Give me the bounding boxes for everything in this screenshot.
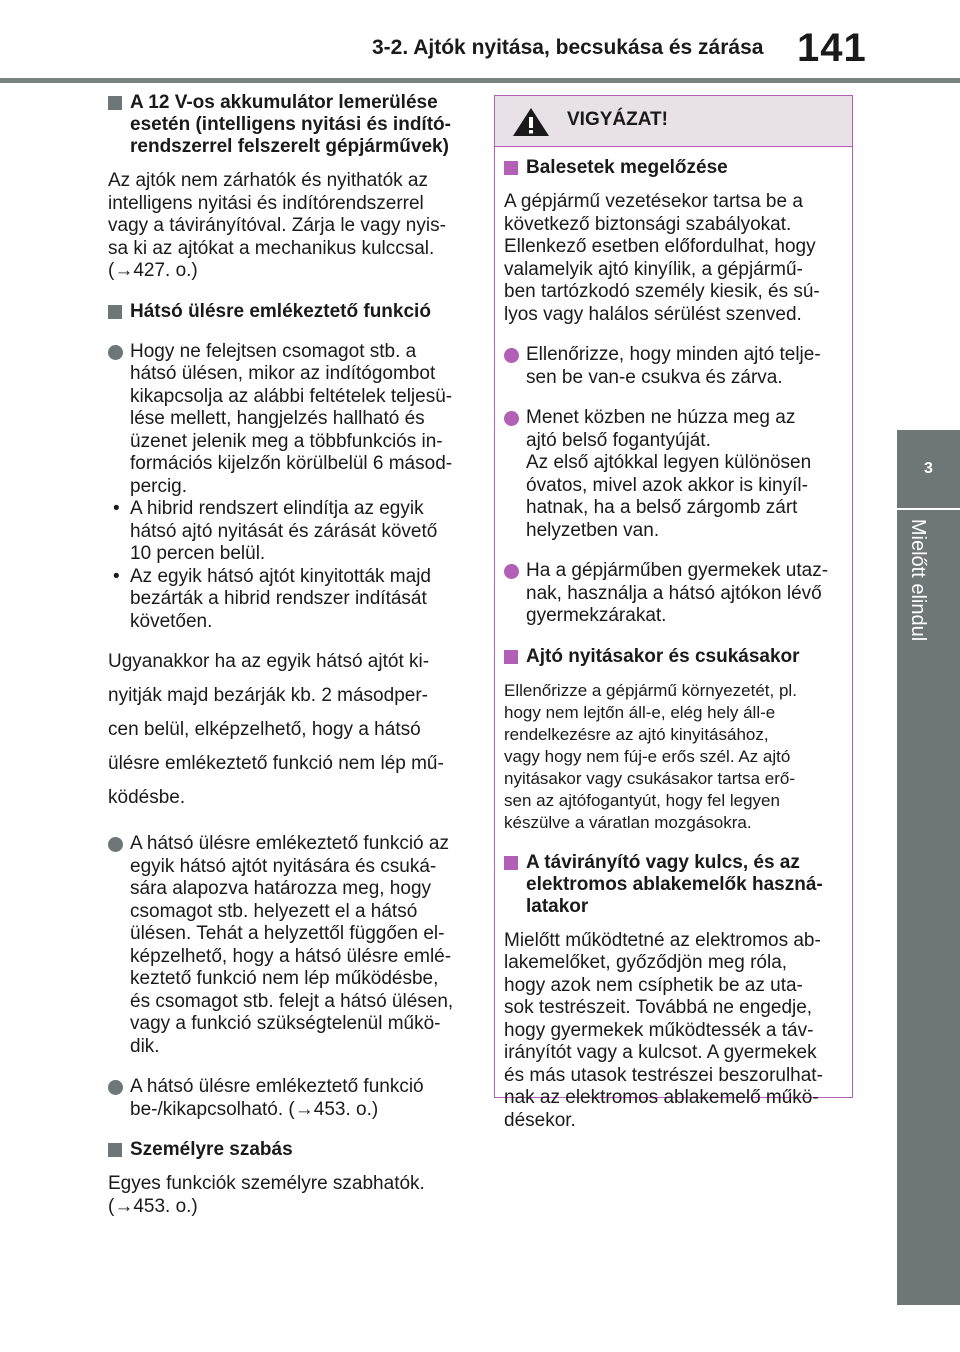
heading-power-windows xyxy=(504,852,844,918)
text-line: bezárták a hibrid rendszer indítását xyxy=(130,588,427,609)
text-line: ülésre emlékeztető funkció nem lép mű- xyxy=(108,753,444,774)
text-line: percig. xyxy=(130,475,188,497)
chapter-number-tab: 3 xyxy=(897,430,960,508)
text-line: keztető funkció nem lép működésbe, xyxy=(130,968,439,989)
text-line: hogy nem lejtőn áll-e, elég hely áll-e xyxy=(504,702,776,722)
text-line: üzenet jelenik meg a többfunkciós in- xyxy=(130,430,443,452)
text-line: ködésbe. xyxy=(108,787,186,808)
text-line: irányítót vagy a kulcsot. A gyermekek xyxy=(504,1042,817,1063)
heading-text: Ajtó nyitásakor és csukásakor xyxy=(526,645,800,667)
text-line: nyitják majd bezárják kb. 2 másodper- xyxy=(108,685,428,706)
text-line: A hátsó ülésre emlékeztető funkció az xyxy=(130,833,449,854)
square-bullet-icon xyxy=(504,856,518,870)
text-line: hogy azok nem csíphetik be az uta- xyxy=(504,974,803,996)
round-bullet-icon xyxy=(108,345,123,360)
text-line: nak, használja a hátsó ajtókon lévő xyxy=(526,582,822,604)
text-line: vagy a funkció szükségtelenül műkö- xyxy=(130,1013,441,1034)
text-line: Az első ajtókkal legyen különösen xyxy=(526,452,812,473)
text-line: latakor xyxy=(526,895,589,917)
sub-bullet-1 xyxy=(108,498,468,566)
warning-header xyxy=(495,96,852,147)
text-line: készülve a váratlan mozgásokra. xyxy=(504,812,752,832)
text-line: hátsó ajtó nyitását és zárását követő xyxy=(130,520,438,542)
header-rule xyxy=(0,78,960,83)
bullet-inner-handle xyxy=(504,407,844,542)
bullet-child-locks xyxy=(504,560,844,628)
paragraph-opening-closing xyxy=(504,680,844,834)
text-line: Az egyik hátsó ajtót kinyitották majd xyxy=(130,565,431,587)
heading-accident-prevention xyxy=(504,157,844,179)
text-line: hatnak, ha a belső zárgomb zárt xyxy=(526,497,798,518)
text-line: nak az elektromos ablakemelő műkö- xyxy=(504,1087,819,1108)
text-line: Egyes funkciók személyre szabhatók. xyxy=(108,1173,425,1194)
text-line: valamelyik ajtó kinyílik, a gépjármű- xyxy=(504,258,803,280)
text-line: vagy a távirányítóval. Zárja le vagy nyis- xyxy=(108,215,446,236)
text-line: A 12 V-os akkumulátor lemerülése xyxy=(130,92,438,113)
text-line: ajtó belső fogantyúját. xyxy=(526,429,711,451)
text-line: cen belül, elképzelhető, hogy a hátsó xyxy=(108,719,421,740)
warning-triangle-icon xyxy=(511,106,551,138)
text-line: ülésen. Tehát a helyzettől függően el- xyxy=(130,923,445,944)
text-line: lakemelőket, győződjön meg róla, xyxy=(504,952,788,973)
text-line: hátsó ülésen, mikor az indítógombot xyxy=(130,363,436,384)
heading-text: Balesetek megelőzése xyxy=(526,157,728,178)
section-title: 3-2. Ajtók nyitása, becsukása és zárása xyxy=(372,36,764,59)
text-line: vagy hogy nem fúj-e erős szél. Az ajtó xyxy=(504,746,791,766)
text-line: sára alapozva határozza meg, hogy xyxy=(130,878,432,899)
square-bullet-icon xyxy=(108,1143,122,1157)
square-bullet-icon xyxy=(108,96,122,110)
heading-opening-closing xyxy=(504,646,844,668)
heading-customization xyxy=(108,1139,468,1161)
text-line: Ellenkező esetben előfordulhat, hogy xyxy=(504,236,816,257)
text-line: egyik hátsó ajtót nyitására és csuká- xyxy=(130,855,437,877)
page-number: 141 xyxy=(797,26,867,70)
paragraph-power-windows xyxy=(504,930,844,1133)
bullet-reminder-intro xyxy=(108,341,468,499)
text-line: csomagot stb. helyezett el a hátsó xyxy=(130,900,418,922)
text-line: A hátsó ülésre emlékeztető funkció xyxy=(130,1076,424,1097)
text-line: Ugyanakkor ha az egyik hátsó ajtót ki- xyxy=(108,651,430,672)
text-line: Ellenőrizze, hogy minden ajtó telje- xyxy=(526,344,821,365)
text-line: esetén (intelligens nyitási és indító- xyxy=(130,114,451,135)
heading-text: Személyre szabás xyxy=(130,1139,293,1160)
main-column xyxy=(108,92,468,1218)
text-line: Ha a gépjárműben gyermekek utaz- xyxy=(526,560,829,581)
text-line: képzelhető, hogy a hátsó ülésre emlé- xyxy=(130,945,452,967)
text-line: és más utasok testrészei beszorulhat- xyxy=(504,1064,823,1086)
text-line: és csomagot stb. felejt a hátsó ülésen, xyxy=(130,990,454,1012)
paragraph-accident xyxy=(504,191,844,326)
text-line: (→453. o.) xyxy=(108,1195,198,1217)
text-line: elektromos ablakemelők haszná- xyxy=(526,873,823,895)
square-bullet-icon xyxy=(504,161,518,175)
text-line: A gépjármű vezetésekor tartsa be a xyxy=(504,191,803,212)
text-line: Menet közben ne húzza meg az xyxy=(526,407,796,428)
text-line: sen az ajtófogantyút, hogy fel legyen xyxy=(504,790,780,810)
text-line: sen be van-e csukva és zárva. xyxy=(526,366,783,388)
chapter-title-tab xyxy=(897,510,960,1305)
text-line: helyzetben van. xyxy=(526,519,660,541)
text-line: (→427. o.) xyxy=(108,260,198,281)
text-line: A hibrid rendszert elindítja az egyik xyxy=(130,498,424,519)
text-line: rendszerrel felszerelt gépjárművek) xyxy=(130,136,449,157)
text-line: Ellenőrizze a gépjármű környezetét, pl. xyxy=(504,680,797,700)
text-line: rendelkezésre az ajtó kinyitásához, xyxy=(504,724,769,744)
text-line: Hogy ne felejtsen csomagot stb. a xyxy=(130,340,417,362)
text-line: ben tartózkodó személy kiesik, és sú- xyxy=(504,281,820,302)
text-line: be-/kikapcsolható. (→453. o.) xyxy=(130,1098,379,1120)
text-line: dik. xyxy=(130,1035,160,1057)
warning-box xyxy=(494,95,853,1131)
bullet-check-doors xyxy=(504,344,844,389)
text-line: 10 percen belül. xyxy=(130,543,266,564)
heading-battery xyxy=(108,92,468,158)
round-bullet-icon xyxy=(504,348,519,363)
text-line: sok testrészeit. Továbbá ne engedje, xyxy=(504,997,813,1018)
text-line: gyermekzárakat. xyxy=(526,605,667,626)
text-line: Az ajtók nem zárhatók és nyithatók az xyxy=(108,170,428,191)
text-line: követően. xyxy=(130,610,213,632)
heading-text: Hátsó ülésre emlékeztető funkció xyxy=(130,300,431,322)
chapter-title: Mielőtt elindul xyxy=(906,518,929,642)
sub-bullet-marker: • xyxy=(113,498,120,519)
sub-bullet-marker: • xyxy=(113,565,120,587)
text-line: sa ki az ajtókat a mechanikus kulccsal. xyxy=(108,237,435,259)
text-line: Mielőtt működtetné az elektromos ab- xyxy=(504,929,821,951)
text-line: désekor. xyxy=(504,1109,576,1131)
heading-rear-seat-reminder xyxy=(108,301,468,323)
text-line: következő biztonsági szabályokat. xyxy=(504,213,792,235)
text-line: lyos vagy halálos sérülést szenved. xyxy=(504,303,802,325)
text-line: kikapcsolja az alábbi feltételek teljesü- xyxy=(130,385,453,407)
text-line: lése mellett, hangjelzés hallható és xyxy=(130,408,425,429)
text-line: nyitásakor vagy csukásakor tartsa erő- xyxy=(504,768,796,788)
warning-body xyxy=(495,147,852,1132)
paragraph-battery xyxy=(108,170,468,283)
round-bullet-icon xyxy=(108,837,123,852)
square-bullet-icon xyxy=(108,305,122,319)
paragraph-reminder-exception xyxy=(108,645,468,815)
round-bullet-icon xyxy=(108,1080,123,1095)
text-line: hogy gyermekek működtessék a táv- xyxy=(504,1019,814,1041)
square-bullet-icon xyxy=(504,650,518,664)
sub-bullet-2 xyxy=(108,566,468,634)
text-line: óvatos, mivel azok akkor is kinyíl- xyxy=(526,474,808,496)
bullet-reminder-logic xyxy=(108,833,468,1058)
text-line: intelligens nyitási és indítórendszerrel xyxy=(108,192,424,214)
text-line: formációs kijelzőn körülbelül 6 másod- xyxy=(130,453,453,474)
round-bullet-icon xyxy=(504,411,519,426)
text-line: A távirányító vagy kulcs, és az xyxy=(526,851,800,873)
warning-title: VIGYÁZAT! xyxy=(567,109,668,130)
bullet-reminder-toggle xyxy=(108,1076,468,1121)
round-bullet-icon xyxy=(504,564,519,579)
paragraph-customization xyxy=(108,1173,468,1218)
